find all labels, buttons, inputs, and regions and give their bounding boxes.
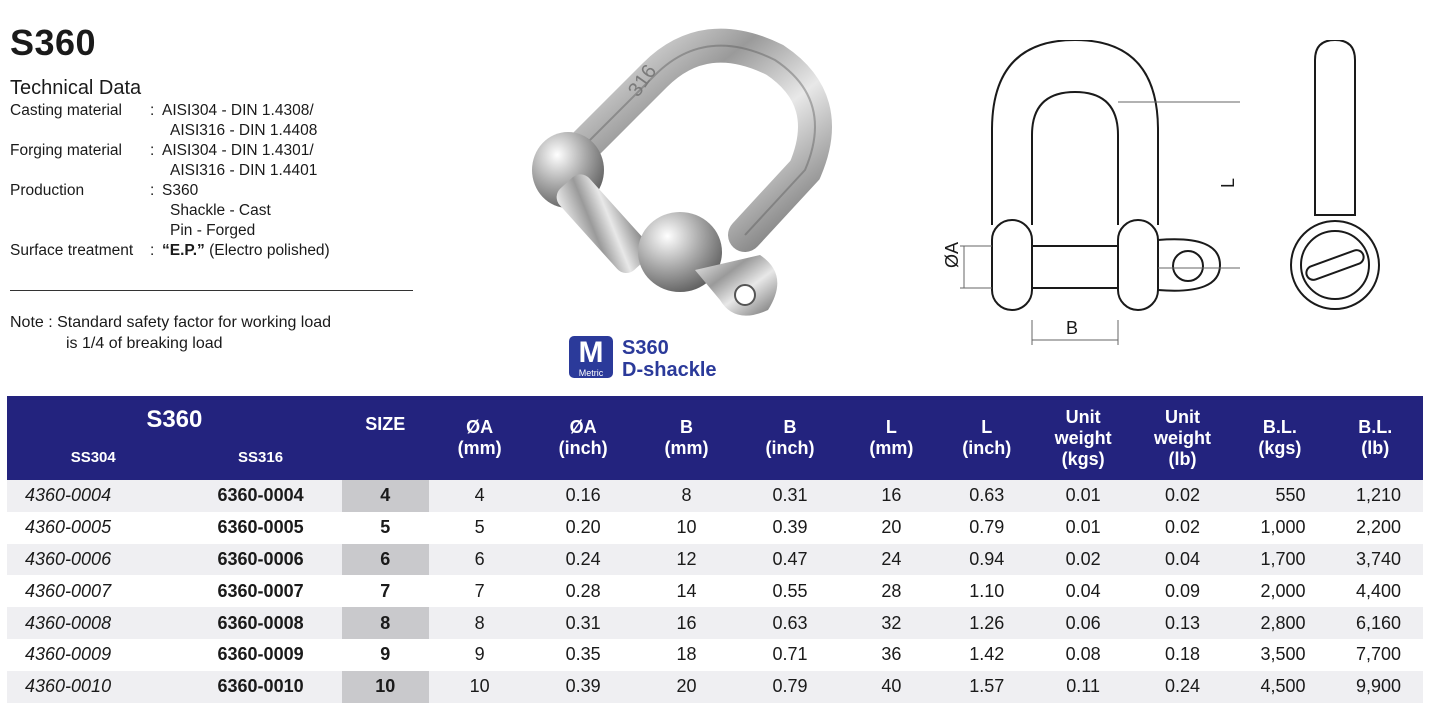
spec-label: Surface treatment <box>10 242 134 259</box>
table-cell: 36 <box>881 644 902 665</box>
spec-row-casting <box>10 101 330 141</box>
column-header-line: Unit <box>1065 406 1101 427</box>
table-cell: 0.02 <box>1133 480 1232 512</box>
table-cell: 1,700 <box>1232 544 1327 576</box>
table-cell: 0.71 <box>772 644 808 665</box>
side-view-diagram <box>1285 40 1395 330</box>
table-cell: 16 <box>636 607 737 639</box>
table-cell: 1.26 <box>940 607 1033 639</box>
width-label: B <box>1066 318 1079 338</box>
column-header-2 <box>429 396 530 480</box>
spec-value-detail: (Electro polished) <box>209 242 330 259</box>
table-cell: 0.04 <box>1065 580 1101 601</box>
spec-label: Casting material <box>10 102 122 119</box>
table-row <box>7 671 1423 703</box>
technical-data-heading: Technical Data <box>10 77 142 99</box>
table-cell: 0.47 <box>737 544 842 576</box>
table-cell: 6360-0007 <box>217 580 304 601</box>
sub-header-ss316: SS316 <box>179 434 341 480</box>
table-row <box>7 639 1423 671</box>
column-header-line: (lb) <box>1168 448 1197 469</box>
table-cell: 6360-0005 <box>217 517 304 538</box>
table-cell: 0.55 <box>772 580 808 601</box>
table-cell: 6 <box>429 544 530 576</box>
page-title: S360 <box>10 22 97 63</box>
spec-value: S360 <box>162 182 199 199</box>
table-cell: 0.06 <box>1033 607 1132 639</box>
spec-separator: : <box>150 182 155 199</box>
spec-value: AISI316 - DIN 1.4401 <box>170 162 318 179</box>
spec-value: AISI316 - DIN 1.4408 <box>170 122 318 139</box>
table-cell: 6,160 <box>1328 607 1423 639</box>
spec-label: Forging material <box>10 142 122 159</box>
table-cell: 0.94 <box>940 544 1033 576</box>
note-line-1: Note : Standard safety factor for working load <box>10 314 332 331</box>
table-cell: 2,200 <box>1355 517 1401 538</box>
table-cell: 0.02 <box>1164 517 1201 538</box>
column-header-1 <box>342 396 429 480</box>
column-header-line: L <box>981 417 993 437</box>
table-cell: 3,500 <box>1260 644 1306 665</box>
spec-separator: : <box>150 102 155 119</box>
column-header-4 <box>636 396 737 480</box>
table-cell: 0.08 <box>1065 644 1101 665</box>
table-cell: 6360-0009 <box>217 644 304 665</box>
column-header-line: weight <box>1154 427 1211 448</box>
table-cell: 5 <box>342 512 429 544</box>
spec-separator: : <box>150 142 155 159</box>
dimension-diagram <box>920 40 1240 350</box>
table-cell: 4360-0008 <box>7 607 179 639</box>
table-cell: 4360-0004 <box>7 480 179 512</box>
table-row <box>7 607 1423 639</box>
table-cell: 0.24 <box>530 544 635 576</box>
column-header-5 <box>737 396 842 480</box>
table-cell: 24 <box>843 544 940 576</box>
table-cell: 0.31 <box>530 607 635 639</box>
column-header-line: (kgs) <box>1258 438 1302 458</box>
column-header-line: SIZE <box>365 414 406 434</box>
column-header-10 <box>1232 396 1327 480</box>
table-cell: 4360-0005 <box>25 517 112 538</box>
note-line-2: is 1/4 of breaking load <box>66 335 223 352</box>
table-cell: 9,900 <box>1328 671 1423 703</box>
table-cell: 40 <box>843 671 940 703</box>
table-row <box>7 480 1423 512</box>
column-header-line: B.L. <box>1262 417 1297 437</box>
stamp-text: 316 <box>624 60 662 101</box>
table-cell: 1,000 <box>1260 517 1306 538</box>
product-code: S360 <box>622 337 669 359</box>
table-cell: 4360-0006 <box>7 544 179 576</box>
table-cell: 4,500 <box>1232 671 1327 703</box>
spec-row-surface <box>10 241 330 261</box>
spec-value: AISI304 - DIN 1.4308/ <box>162 102 314 119</box>
column-header-line: (inch) <box>962 438 1012 458</box>
group-header: S360 <box>7 396 342 434</box>
table-cell: 20 <box>881 517 902 538</box>
table-cell: 5 <box>474 517 485 538</box>
spec-value: Pin - Forged <box>170 222 256 239</box>
table-cell: 6360-0006 <box>179 544 341 576</box>
table-cell: 10 <box>342 671 429 703</box>
table-cell: 0.24 <box>1133 671 1232 703</box>
column-header-line: (inch) <box>558 438 608 458</box>
section-divider <box>10 290 413 291</box>
table-cell: 4,400 <box>1355 580 1401 601</box>
table-cell: 10 <box>429 671 530 703</box>
table-cell: 2,800 <box>1232 607 1327 639</box>
table-cell: 4360-0010 <box>7 671 179 703</box>
column-header-line: L <box>885 417 897 437</box>
table-cell: 0.28 <box>565 580 601 601</box>
table-cell: 550 <box>1232 480 1327 512</box>
table-cell: 8 <box>636 480 737 512</box>
table-cell: 0.39 <box>772 517 808 538</box>
table-cell: 20 <box>636 671 737 703</box>
column-header-line: ØA <box>466 417 494 437</box>
table-cell: 16 <box>843 480 940 512</box>
table-cell: 1.57 <box>940 671 1033 703</box>
spec-row-production <box>10 181 330 241</box>
column-header-line: B <box>783 417 797 437</box>
spec-value-bold: “E.P.” <box>162 242 205 259</box>
table-cell: 14 <box>676 580 697 601</box>
table-cell: 0.09 <box>1164 580 1201 601</box>
sub-header-ss304: SS304 <box>7 434 179 480</box>
table-cell: 7 <box>342 575 429 607</box>
metric-badge-letter: M <box>578 336 604 369</box>
spec-label: Production <box>10 182 85 199</box>
column-header-line: B <box>680 417 694 437</box>
technical-data-list <box>10 101 330 261</box>
column-header-line: B.L. <box>1358 417 1393 437</box>
table-cell: 0.39 <box>530 671 635 703</box>
table-cell: 0.02 <box>1033 544 1132 576</box>
table-cell: 0.13 <box>1133 607 1232 639</box>
diameter-label: ØA <box>942 241 962 268</box>
table-cell: 6360-0010 <box>179 671 341 703</box>
table-cell: 6360-0008 <box>179 607 341 639</box>
table-cell: 18 <box>676 644 697 665</box>
spec-value <box>162 241 330 261</box>
column-header-7 <box>940 396 1033 480</box>
table-cell: 0.79 <box>737 671 842 703</box>
table-cell: 2,000 <box>1260 580 1306 601</box>
metric-badge-text: Metric <box>578 368 604 378</box>
table-cell: 1.10 <box>969 580 1005 601</box>
table-cell: 8 <box>429 607 530 639</box>
table-cell: 4 <box>429 480 530 512</box>
table-cell: 0.31 <box>737 480 842 512</box>
table-row <box>7 575 1423 607</box>
spec-value: Shackle - Cast <box>170 202 271 219</box>
table-cell: 0.18 <box>1164 644 1201 665</box>
table-cell: 0.04 <box>1133 544 1232 576</box>
table-cell: 4360-0009 <box>25 644 112 665</box>
column-header-line: (mm) <box>457 438 502 458</box>
table-cell: 9 <box>342 639 429 671</box>
column-header-line: (kgs) <box>1061 448 1105 469</box>
table-row <box>7 512 1423 544</box>
table-cell: 0.20 <box>565 517 601 538</box>
table-cell: 0.79 <box>969 517 1005 538</box>
product-caption <box>622 337 717 381</box>
table-cell: 0.35 <box>565 644 601 665</box>
table-cell: 9 <box>474 644 485 665</box>
spec-row-forging <box>10 141 330 181</box>
table-cell: 32 <box>843 607 940 639</box>
table-cell: 4 <box>342 480 429 512</box>
column-header-line: (lb) <box>1361 438 1390 458</box>
product-name: D-shackle <box>622 359 717 381</box>
table-cell: 8 <box>342 607 429 639</box>
table-cell: 10 <box>676 517 697 538</box>
column-header-line: (mm) <box>664 438 709 458</box>
column-header-9 <box>1133 396 1232 480</box>
column-header-8 <box>1033 396 1132 480</box>
column-header-line: ØA <box>569 417 597 437</box>
column-header-line: weight <box>1054 427 1112 448</box>
table-cell: 1.42 <box>969 644 1005 665</box>
table-cell: 1,210 <box>1328 480 1423 512</box>
table-cell: 4360-0007 <box>25 580 112 601</box>
table-cell: 0.11 <box>1033 671 1132 703</box>
column-header-line: (mm) <box>869 438 914 458</box>
column-header-6 <box>843 396 940 480</box>
metric-badge <box>569 336 613 378</box>
table-row <box>7 544 1423 576</box>
table-cell: 28 <box>881 580 902 601</box>
safety-note <box>10 312 331 354</box>
spec-separator: : <box>150 242 155 259</box>
column-header-line: (inch) <box>765 438 815 458</box>
specifications-table <box>7 396 1423 703</box>
table-cell: 6 <box>342 544 429 576</box>
length-label: L <box>1218 177 1238 188</box>
column-header-11 <box>1328 396 1423 480</box>
spec-value: AISI304 - DIN 1.4301/ <box>162 142 314 159</box>
table-body <box>7 480 1423 703</box>
table-cell: 0.63 <box>940 480 1033 512</box>
table-cell: 0.01 <box>1033 480 1132 512</box>
table-cell: 0.63 <box>737 607 842 639</box>
column-header-3 <box>530 396 635 480</box>
table-cell: 7 <box>474 580 485 601</box>
table-cell: 3,740 <box>1328 544 1423 576</box>
table-cell: 0.01 <box>1065 517 1101 538</box>
table-cell: 12 <box>636 544 737 576</box>
table-cell: 0.16 <box>530 480 635 512</box>
table-cell: 6360-0004 <box>179 480 341 512</box>
d-shackle-photo <box>520 20 860 330</box>
table-cell: 7,700 <box>1355 644 1401 665</box>
column-header-line: Unit <box>1165 406 1200 427</box>
